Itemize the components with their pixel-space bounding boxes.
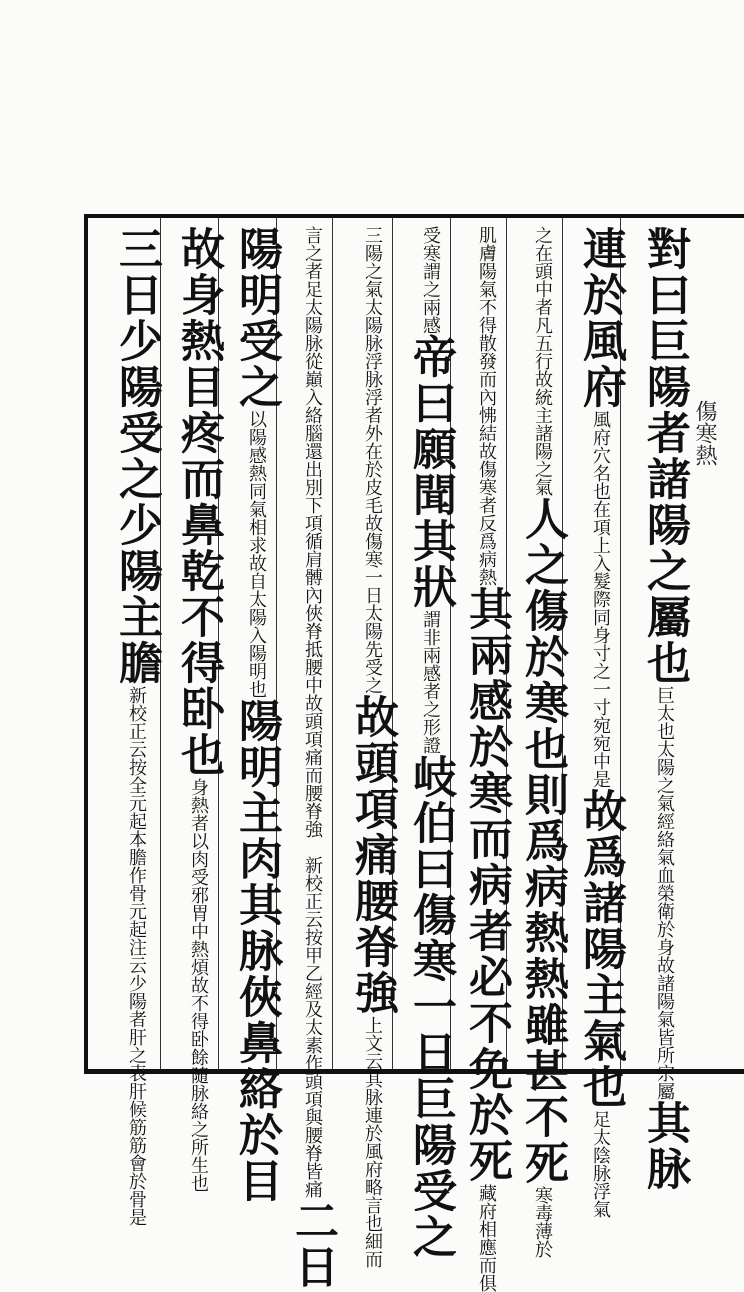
commentary-text: 寒毒薄於 [532, 1186, 553, 1258]
main-text: 人之傷於寒也則爲病熱熱雖甚不死 [517, 496, 568, 1186]
commentary-text: 新校正云按全元起本膽作骨元起注云少陽者肝之表肝候筋筋會於骨是 [126, 686, 147, 1226]
main-text: 三日少陽受之少陽主膽 [111, 226, 162, 686]
text-column-8 [222, 226, 282, 1204]
commentary-text: 身熱者以肉受邪胃中熱煩故不得卧餘隨脉絡之所生也 [188, 778, 209, 1192]
text-column-9 [164, 226, 224, 1192]
main-text: 故頭項痛腰脊強 [347, 694, 398, 1016]
commentary-text: 之在頭中者凡五行故統主諸陽之氣 [532, 226, 553, 496]
text-column-10 [92, 226, 162, 1226]
main-text: 二日 [287, 1198, 338, 1290]
commentary-text: 以陽感熱同氣相求故自太陽入陽明也 [246, 410, 267, 698]
main-text: 陽明主肉其脉俠鼻絡於目 [231, 698, 282, 1204]
text-column-7 [280, 226, 338, 1290]
commentary-text: 三陽之氣太陽脉浮脉浮者外在於皮毛故傷寒一日太陽先受之 [362, 226, 383, 694]
commentary-text: 足太陰脉浮氣 [590, 1110, 611, 1218]
commentary-text: 藏府相應而俱 [476, 1184, 497, 1292]
commentary-text: 言之者足太陽脉從巔入絡腦還出別下項循肩髆內俠脊抵腰中故頭項痛而腰脊強 新校正云按甲乙經及太素作頭項與腰脊皆痛 [302, 226, 323, 1198]
commentary-text: 謂非兩感者之形證 [420, 610, 441, 754]
text-column-4 [454, 226, 512, 1292]
text-column-5 [396, 226, 456, 1260]
main-text: 其兩感於寒而病者必不免於死 [461, 586, 512, 1184]
main-text: 對曰巨陽者諸陽之屬也 [639, 226, 690, 686]
main-text: 故爲諸陽主氣也 [575, 788, 626, 1110]
commentary-text: 風府穴名也在項上入髮際同身寸之一寸宛宛中是 [590, 410, 611, 788]
commentary-text: 肌膚陽氣不得散發而內怫結故傷寒者反爲病熱 [476, 226, 497, 586]
commentary-text: 上文云其脉連於風府略言也細而 [362, 1016, 383, 1268]
margin-running-title: 傷寒熱 [692, 400, 717, 466]
text-column-6 [336, 226, 398, 1268]
commentary-text: 巨太也太陽之氣經絡氣血榮衛於身故諸陽氣皆所宗屬 [654, 686, 675, 1100]
main-text: 帝曰願聞其狀 [405, 334, 456, 610]
main-text: 陽明受之 [231, 226, 282, 410]
commentary-text: 受寒謂之兩感 [420, 226, 441, 334]
main-text: 連於風府 [575, 226, 626, 410]
main-text: 其脉 [639, 1100, 690, 1192]
text-column-2 [566, 226, 626, 1218]
main-text: 故身熱目疼而鼻乾不得卧也 [173, 226, 224, 778]
text-column-1 [624, 226, 690, 1192]
text-column-3 [510, 226, 568, 1258]
main-text: 岐伯曰傷寒一日巨陽受之 [405, 754, 456, 1260]
